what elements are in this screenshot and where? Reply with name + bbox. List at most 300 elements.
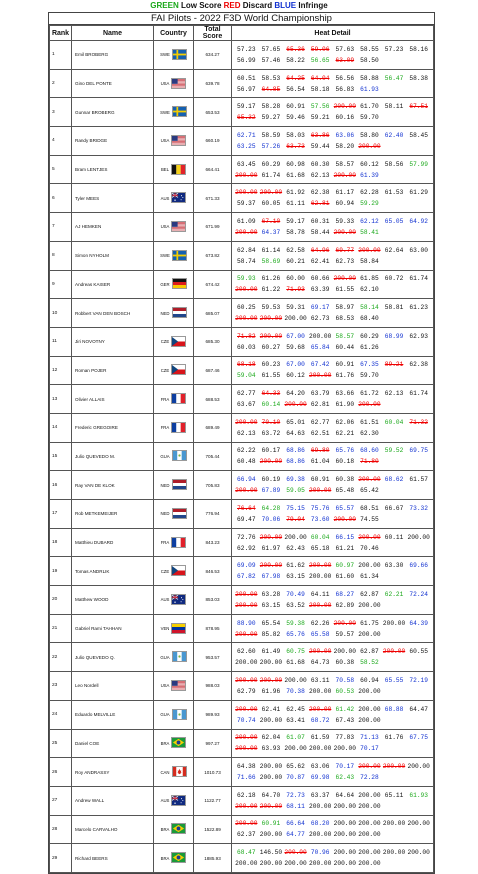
- country-cell: [154, 557, 194, 586]
- total-score: 685.07: [194, 299, 232, 328]
- heat-score: 62.41: [261, 705, 281, 713]
- pilot-name: Olivier ALLAIS: [72, 385, 154, 414]
- heat-score: 62.77: [237, 390, 256, 398]
- total-score: 1885.93: [194, 844, 232, 873]
- country-code: GER: [160, 281, 170, 287]
- heat-score: 58.56: [384, 160, 404, 168]
- heat-score: 200.00: [235, 802, 258, 810]
- heat-score: 68.47: [237, 849, 256, 857]
- heat-score: 63.11: [310, 676, 330, 684]
- heat-score: 75.15: [286, 504, 305, 512]
- heat-score: 200.00: [284, 315, 307, 323]
- country-code: BRA: [160, 855, 170, 861]
- heat-score: 69.17: [310, 304, 330, 312]
- heat-score: 64.85: [261, 85, 281, 93]
- country-flag-icon: [172, 307, 187, 319]
- heat-score: 63.67: [237, 401, 256, 409]
- heat-score: 61.72: [360, 390, 379, 398]
- heat-detail: [232, 241, 434, 270]
- heat-score: 62.93: [409, 332, 428, 340]
- heat-score: 200.00: [235, 487, 258, 495]
- heat-score: 61.09: [237, 217, 256, 225]
- heat-row-1: [234, 589, 431, 600]
- rank-cell: 28: [50, 815, 72, 844]
- heat-score: 61.85: [360, 275, 379, 283]
- heat-score: 58.14: [360, 304, 379, 312]
- heat-score: 200.00: [333, 228, 356, 236]
- heat-score: 59.93: [237, 275, 256, 283]
- heat-score: 64.11: [310, 590, 330, 598]
- heat-score: 200.00: [259, 659, 283, 667]
- heat-score: 61.75: [360, 619, 379, 627]
- total-score: 1122.77: [194, 786, 232, 815]
- total-score: 671.33: [194, 184, 232, 213]
- heat-score: 59.70: [360, 114, 379, 122]
- total-score: 674.42: [194, 270, 232, 299]
- heat-score: 66.67: [384, 504, 404, 512]
- heat-score: 62.41: [310, 257, 330, 265]
- heat-score: 72.19: [409, 676, 428, 684]
- total-score: 664.41: [194, 155, 232, 184]
- heat-score: 64.96: [310, 246, 330, 254]
- heat-row-1: [234, 560, 431, 571]
- country-cell: [154, 213, 194, 242]
- heat-row-2: [234, 84, 431, 95]
- heat-score: 58.28: [261, 103, 281, 111]
- heat-score: 200.00: [333, 849, 356, 857]
- total-score: 988.03: [194, 672, 232, 701]
- heat-score: 61.70: [360, 103, 379, 111]
- heat-detail: [232, 184, 434, 213]
- heat-score: 64.04: [310, 74, 330, 82]
- heat-detail: [232, 758, 434, 787]
- heat-score: 62.12: [360, 217, 379, 225]
- heat-score: 60.53: [335, 687, 355, 695]
- heat-score: 62.77: [310, 418, 330, 426]
- heat-score: 59.06: [310, 45, 330, 53]
- heat-score: 62.13: [384, 390, 404, 398]
- heat-score: 200.00: [259, 315, 283, 323]
- heat-score: 200.00: [235, 286, 258, 294]
- heat-score: 61.11: [286, 200, 305, 208]
- heat-score: 68.62: [384, 476, 404, 484]
- heat-row-1: [234, 445, 431, 456]
- heat-score: 65.54: [261, 619, 281, 627]
- heat-detail: [232, 442, 434, 471]
- pilot-name: AJ HEMKEN: [72, 213, 154, 242]
- heat-row-1: [234, 273, 431, 284]
- heat-score: 65.36: [286, 45, 305, 53]
- heat-score: 200.00: [358, 246, 381, 254]
- heat-score: 200.00: [358, 630, 381, 638]
- heat-score: 58.84: [360, 257, 379, 265]
- heat-score: 62.60: [237, 648, 256, 656]
- country-cell: [154, 729, 194, 758]
- heat-score: 200.00: [309, 372, 332, 380]
- pilot-name: Roy ANDRASSY: [72, 758, 154, 787]
- heat-score: 200.00: [235, 228, 258, 236]
- heat-score: 57.23: [237, 45, 256, 53]
- heat-score: 69.66: [409, 562, 428, 570]
- header-total-score: Total Score: [194, 26, 232, 41]
- heat-score: 200.00: [382, 849, 406, 857]
- table-row: [50, 586, 434, 615]
- heat-score: 200.00: [358, 562, 381, 570]
- total-score: 688.53: [194, 385, 232, 414]
- heat-row-2: [234, 370, 431, 381]
- heat-row-2: [234, 198, 431, 209]
- heat-row-2: [234, 743, 431, 754]
- heat-detail: [232, 729, 434, 758]
- heat-row-1: [234, 847, 431, 858]
- country-flag-icon: [172, 508, 187, 520]
- heat-score: 200.00: [382, 619, 406, 627]
- country-code: BEL: [160, 167, 170, 173]
- heat-score: 200.00: [309, 332, 332, 340]
- heat-score: 62.64: [384, 246, 404, 254]
- country-cell: [154, 41, 194, 70]
- heat-score: 61.60: [335, 573, 355, 581]
- heat-row-1: [234, 704, 431, 715]
- country-cell: [154, 442, 194, 471]
- heat-score: 62.73: [335, 257, 355, 265]
- heat-score: 60.12: [360, 160, 379, 168]
- heat-score: 59.52: [384, 447, 404, 455]
- heat-score: 68.11: [286, 802, 305, 810]
- heat-score: 64.73: [310, 659, 330, 667]
- heat-row-1: [234, 359, 431, 370]
- country-cell: [154, 356, 194, 385]
- table-row: [50, 672, 434, 701]
- heat-score: 58.78: [286, 228, 305, 236]
- heat-score: 63.93: [261, 745, 281, 753]
- heat-score: 61.97: [261, 544, 281, 552]
- heat-score: 200.00: [333, 275, 356, 283]
- heat-score: 70.38: [286, 687, 305, 695]
- heat-score: 65.84: [310, 343, 330, 351]
- heat-detail: [232, 385, 434, 414]
- heat-score: 200.00: [259, 676, 283, 684]
- pilot-name: Marcelo CARVALHO: [72, 815, 154, 844]
- heat-score: 60.48: [237, 458, 256, 466]
- heat-score: 64.39: [409, 619, 428, 627]
- heat-score: 200.00: [358, 849, 381, 857]
- heat-score: 56.99: [237, 56, 256, 64]
- heat-score: 60.38: [335, 659, 355, 667]
- total-score: 997.27: [194, 729, 232, 758]
- heat-score: 64.38: [237, 763, 256, 771]
- heat-score: 60.91: [310, 476, 330, 484]
- country-flag-icon: [171, 680, 186, 692]
- heat-score: 60.55: [409, 648, 428, 656]
- heat-score: 68.60: [360, 447, 379, 455]
- heat-score: 200.00: [358, 860, 381, 868]
- heat-score: 58.55: [360, 45, 379, 53]
- heat-score: 200.00: [284, 860, 307, 868]
- heat-score: 200.00: [235, 315, 258, 323]
- heat-score: 60.29: [360, 332, 379, 340]
- heat-score: 146.50: [259, 849, 283, 857]
- country-code: GUA: [160, 654, 170, 660]
- heat-score: 63.15: [261, 601, 281, 609]
- heat-score: 200.00: [358, 763, 381, 771]
- pilot-name: Andrew WALL: [72, 786, 154, 815]
- heat-score: 70.74: [237, 716, 256, 724]
- header-name: Name: [72, 26, 154, 41]
- heat-score: 60.75: [286, 648, 305, 656]
- heat-score: 60.31: [310, 217, 330, 225]
- pilot-name: Frederic GREGOIRE: [72, 413, 154, 442]
- heat-score: 68.53: [335, 315, 355, 323]
- pilot-name: Rob METKEMEIJER: [72, 500, 154, 529]
- heat-score: 200.00: [309, 831, 332, 839]
- country-code: CZE: [160, 339, 170, 345]
- heat-score: 65.57: [335, 504, 355, 512]
- heat-score: 65.48: [335, 487, 355, 495]
- heat-row-1: [234, 73, 431, 84]
- total-score: 689.49: [194, 413, 232, 442]
- heat-score: 62.28: [360, 189, 379, 197]
- heat-score: 56.56: [335, 74, 355, 82]
- header-heat-detail: Heat Detail: [232, 26, 434, 41]
- heat-score: 200.00: [259, 831, 283, 839]
- country-code: NED: [160, 482, 170, 488]
- heat-score: 61.93: [360, 85, 379, 93]
- heat-score: 60.66: [310, 275, 330, 283]
- total-score: 705.83: [194, 471, 232, 500]
- heat-score: 68.86: [286, 447, 305, 455]
- heat-score: 60.16: [335, 114, 355, 122]
- heat-row-1: [234, 187, 431, 198]
- heat-score: 200.00: [259, 802, 283, 810]
- heat-score: 65.01: [286, 418, 305, 426]
- heat-score: 64.63: [286, 429, 305, 437]
- rank-cell: 21: [50, 614, 72, 643]
- pilot-name: Tomas ANDRLIK: [72, 557, 154, 586]
- rank-cell: 20: [50, 586, 72, 615]
- country-flag-icon: [172, 709, 187, 721]
- table-row: [50, 69, 434, 98]
- heat-score: 63.06: [310, 763, 330, 771]
- heat-score: 200.00: [235, 734, 258, 742]
- heat-score: 63.72: [261, 429, 281, 437]
- heat-row-2: [234, 801, 431, 812]
- rank-cell: 16: [50, 471, 72, 500]
- heat-row-2: [234, 514, 431, 525]
- heat-score: 63.37: [310, 791, 330, 799]
- table-row: [50, 41, 434, 70]
- heat-score: 70.17: [335, 763, 355, 771]
- heat-score: 69.77: [335, 246, 355, 254]
- heat-detail: [232, 815, 434, 844]
- country-cell: [154, 69, 194, 98]
- heat-score: 57.26: [261, 142, 281, 150]
- table-row: [50, 500, 434, 529]
- heat-score: 60.00: [286, 275, 305, 283]
- country-cell: [154, 98, 194, 127]
- heat-score: 59.57: [335, 630, 355, 638]
- heat-row-2: [234, 313, 431, 324]
- country-code: USA: [160, 138, 170, 144]
- heat-score: 60.12: [286, 372, 305, 380]
- heat-score: 61.90: [335, 401, 355, 409]
- heat-row-2: [234, 342, 431, 353]
- heat-row-1: [234, 474, 431, 485]
- heat-score: 73.60: [310, 515, 330, 523]
- heat-score: 60.91: [261, 820, 281, 828]
- heat-detail: [232, 700, 434, 729]
- heat-score: 61.76: [335, 372, 355, 380]
- heat-score: 58.74: [237, 257, 256, 265]
- table-row: [50, 327, 434, 356]
- total-score: 687.46: [194, 356, 232, 385]
- legend-low: Low Score: [178, 1, 224, 10]
- heat-score: 62.43: [335, 774, 355, 782]
- heat-score: 58.44: [310, 228, 330, 236]
- country-flag-icon: [172, 106, 187, 118]
- heat-score: 61.49: [261, 648, 281, 656]
- heat-detail: [232, 500, 434, 529]
- heat-score: 61.55: [335, 286, 355, 294]
- table-row: [50, 614, 434, 643]
- country-code: BRA: [160, 740, 170, 746]
- heat-detail: [232, 844, 434, 873]
- heat-score: 57.56: [310, 103, 330, 111]
- heat-score: 200.00: [358, 716, 381, 724]
- country-flag-icon: [172, 278, 187, 290]
- heat-score: 59.05: [286, 487, 305, 495]
- pilot-name: Gunnar BROBERG: [72, 98, 154, 127]
- country-cell: [154, 528, 194, 557]
- heat-score: 200.00: [235, 820, 258, 828]
- heat-score: 62.79: [237, 687, 256, 695]
- heat-score: 200.00: [259, 774, 283, 782]
- heat-score: 63.52: [286, 601, 305, 609]
- country-cell: [154, 614, 194, 643]
- heat-score: 56.83: [335, 85, 355, 93]
- heat-row-1: [234, 646, 431, 657]
- heat-score: 62.87: [360, 648, 379, 656]
- heat-score: 200.00: [407, 820, 430, 828]
- results-panel: [48, 12, 435, 874]
- country-code: AUS: [160, 597, 170, 603]
- pilot-name: Matthieu DUBARD: [72, 528, 154, 557]
- heat-score: 67.43: [335, 716, 355, 724]
- heat-score: 59.53: [261, 304, 281, 312]
- country-flag-icon: [171, 422, 186, 434]
- heat-score: 70.46: [360, 544, 379, 552]
- heat-score: 71.66: [237, 774, 256, 782]
- heat-score: 200.00: [382, 820, 406, 828]
- heat-score: 62.38: [409, 361, 428, 369]
- heat-score: 58.50: [360, 56, 379, 64]
- heat-score: 200.00: [259, 860, 283, 868]
- country-cell: [154, 471, 194, 500]
- heat-score: 57.99: [409, 160, 428, 168]
- heat-score: 70.06: [261, 515, 281, 523]
- country-flag-icon: [171, 852, 186, 864]
- heat-score: 72.73: [286, 791, 305, 799]
- total-score: 660.19: [194, 127, 232, 156]
- country-cell: [154, 786, 194, 815]
- country-cell: [154, 586, 194, 615]
- table-row: [50, 815, 434, 844]
- country-cell: [154, 299, 194, 328]
- heat-score: 61.62: [286, 562, 305, 570]
- heat-detail: [232, 586, 434, 615]
- heat-score: 75.76: [310, 504, 330, 512]
- heat-score: 200.00: [358, 831, 381, 839]
- heat-score: 67.51: [409, 103, 428, 111]
- legend-discard: Discard: [240, 1, 275, 10]
- heat-score: 200.00: [259, 332, 283, 340]
- heat-score: 68.40: [360, 315, 379, 323]
- rank-cell: 18: [50, 528, 72, 557]
- heat-score: 72.76: [237, 533, 256, 541]
- heat-score: 62.13: [310, 171, 330, 179]
- rank-cell: 12: [50, 356, 72, 385]
- heat-detail: [232, 41, 434, 70]
- heat-row-1: [234, 331, 431, 342]
- heat-score: 63.66: [335, 390, 355, 398]
- heat-score: 61.21: [335, 544, 355, 552]
- heat-score: 71.32: [409, 418, 428, 426]
- heat-score: 88.90: [237, 619, 256, 627]
- heat-score: 61.34: [360, 573, 379, 581]
- heat-row-2: [234, 284, 431, 295]
- heat-score: 60.18: [335, 458, 355, 466]
- heat-score: 200.00: [235, 630, 258, 638]
- heat-score: 200.00: [309, 601, 332, 609]
- heat-score: 68.86: [286, 458, 305, 466]
- rank-cell: 8: [50, 241, 72, 270]
- heat-score: 200.00: [235, 659, 258, 667]
- heat-score: 67.98: [261, 573, 281, 581]
- heat-score: 56.97: [237, 85, 256, 93]
- heat-score: 200.00: [358, 705, 381, 713]
- heat-score: 200.00: [259, 458, 283, 466]
- heat-score: 56.65: [310, 56, 330, 64]
- heat-score: 60.21: [286, 257, 305, 265]
- country-flag-icon: [172, 479, 187, 491]
- heat-score: 61.51: [360, 418, 379, 426]
- heat-score: 63.86: [310, 131, 330, 139]
- pilot-name: Jiri NOVOTNY: [72, 327, 154, 356]
- heat-score: 58.03: [286, 131, 305, 139]
- heat-score: 62.18: [237, 791, 256, 799]
- table-header-row: [50, 26, 434, 41]
- heat-score: 64.70: [261, 791, 281, 799]
- heat-row-1: [234, 216, 431, 227]
- heat-score: 69.09: [237, 562, 256, 570]
- rank-cell: 4: [50, 127, 72, 156]
- heat-score: 62.89: [335, 601, 355, 609]
- heat-score: 65.05: [384, 217, 404, 225]
- heat-score: 200.00: [284, 745, 307, 753]
- heat-score: 58.22: [286, 56, 305, 64]
- heat-score: 61.53: [384, 189, 404, 197]
- heat-score: 62.13: [237, 429, 256, 437]
- heat-score: 58.80: [360, 131, 379, 139]
- rank-cell: 14: [50, 413, 72, 442]
- country-flag-icon: [171, 364, 186, 376]
- country-cell: [154, 270, 194, 299]
- heat-score: 200.00: [358, 802, 381, 810]
- heat-score: 60.30: [310, 160, 330, 168]
- heat-score: 63.28: [261, 590, 281, 598]
- rank-cell: 24: [50, 700, 72, 729]
- heat-score: 70.17: [360, 745, 379, 753]
